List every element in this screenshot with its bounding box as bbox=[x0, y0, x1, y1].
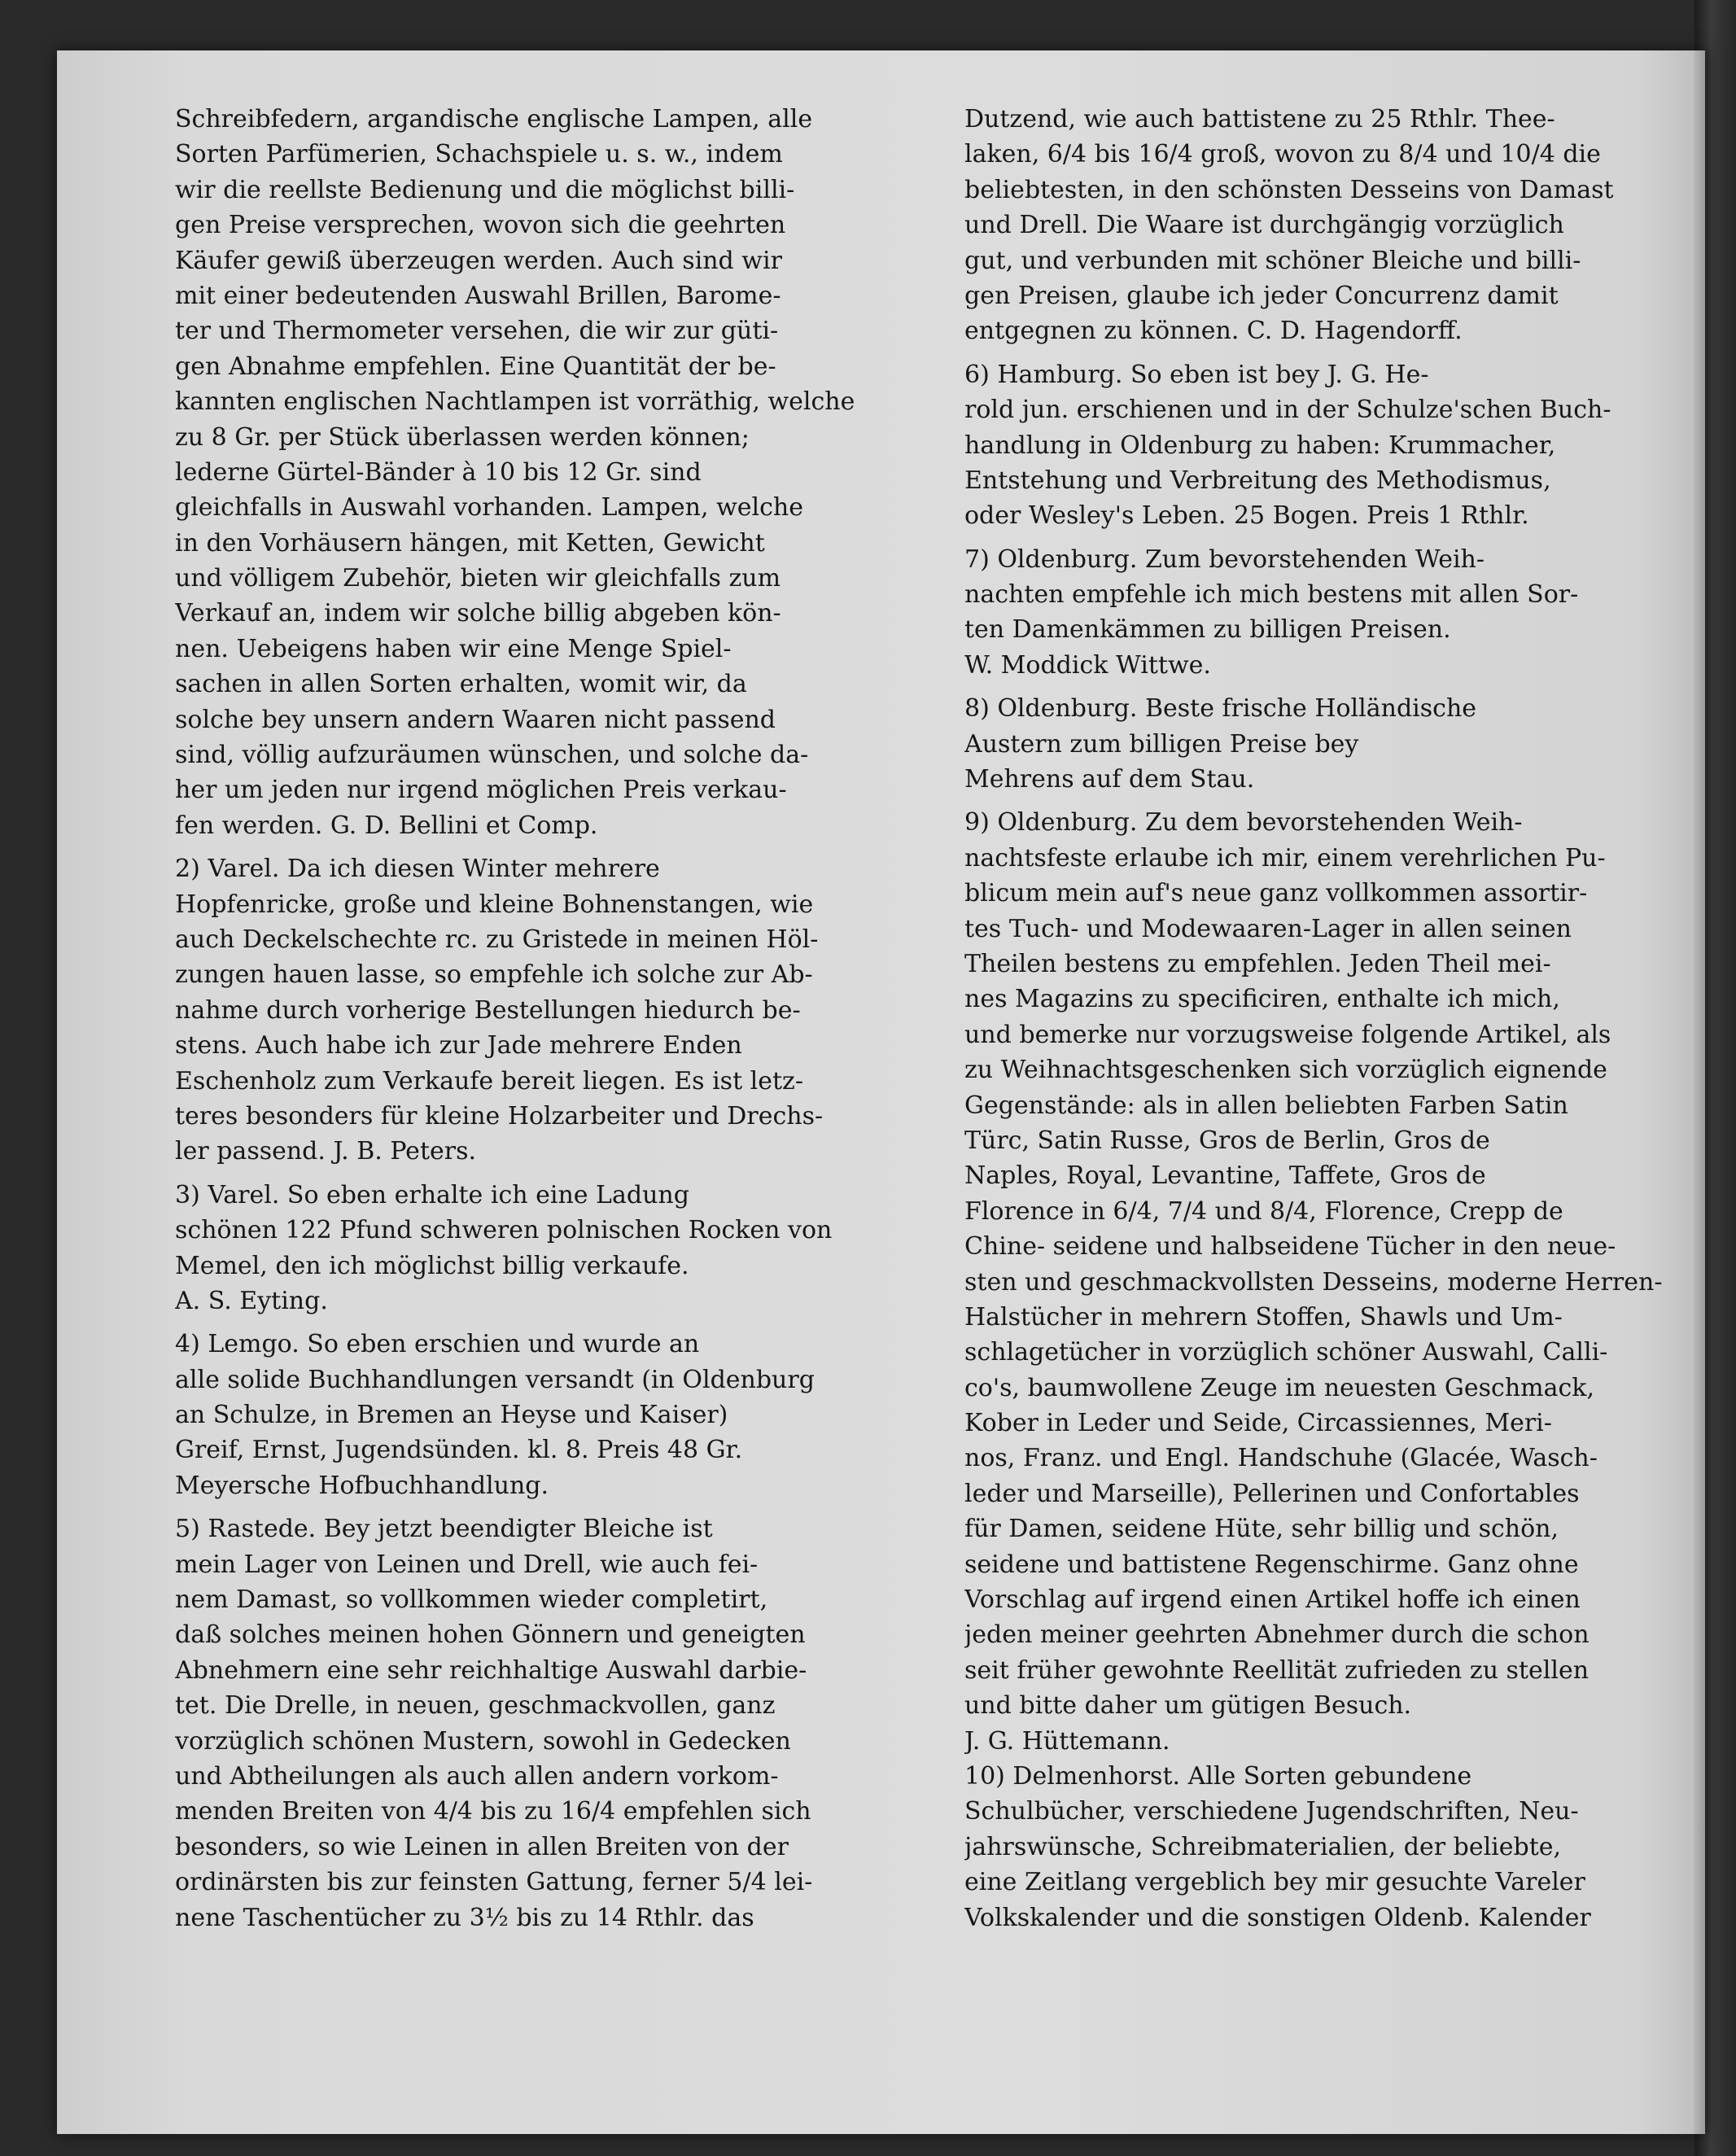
text-line: Austern zum billigen Preise bey bbox=[964, 729, 1359, 759]
text-line: Florence in 6/4, 7/4 und 8/4, Florence, Crepp de bbox=[964, 1196, 1563, 1226]
text-line: Hopfenricke, große und kleine Bohnenstangen, wie bbox=[175, 890, 814, 919]
text-line: Greif, Ernst, Jugendsünden. kl. 8. Preis 48 Gr. bbox=[175, 1436, 743, 1465]
text-line: nahme durch vorherige Bestellungen hiedurch be- bbox=[175, 995, 801, 1025]
text-line: Schulbücher, verschiedene Jugendschriften, Neu- bbox=[964, 1797, 1579, 1826]
text-line: gen Preise versprechen, wovon sich die geehrten bbox=[175, 211, 786, 240]
text-line: gen Abnahme empfehlen. Eine Quantität der be- bbox=[175, 352, 776, 381]
text-line: lederne Gürtel-Bänder à 10 bis 12 Gr. sind bbox=[175, 457, 702, 487]
text-line: sind, völlig aufzuräumen wünschen, und solche da- bbox=[175, 741, 809, 770]
text-line: oder Wesley's Leben. 25 Bogen. Preis 1 Rthlr. bbox=[964, 501, 1529, 531]
text-line: und Abtheilungen als auch allen andern vorkom- bbox=[175, 1761, 779, 1791]
text-line: und Drell. Die Waare ist durchgängig vorzüglich bbox=[964, 211, 1564, 240]
text-line: her um jeden nur irgend möglichen Preis verkau- bbox=[175, 776, 787, 805]
text-line: daß solches meinen hohen Gönnern und geneigten bbox=[175, 1620, 806, 1650]
text-line: solche bey unsern andern Waaren nicht passend bbox=[175, 705, 776, 734]
text-line: mein Lager von Leinen und Drell, wie auch fei- bbox=[175, 1550, 759, 1579]
text-line: jeden meiner geehrten Abnehmer durch die schon bbox=[964, 1620, 1590, 1650]
text-line: gleichfalls in Auswahl vorhanden. Lampen, welche bbox=[175, 493, 803, 523]
text-line: eine Zeitlang vergeblich bey mir gesuchte Vareler bbox=[964, 1868, 1585, 1897]
paragraph-gap bbox=[175, 1170, 936, 1178]
text-line: an Schulze, in Bremen an Heyse und Kaiser) bbox=[175, 1401, 728, 1430]
text-line: Entstehung und Verbreitung des Methodismus, bbox=[964, 466, 1551, 495]
text-line: W. Moddick Wittwe. bbox=[964, 650, 1211, 680]
text-line: für Damen, seidene Hüte, sehr billig und schön, bbox=[964, 1515, 1559, 1544]
page-edge-shadow bbox=[1694, 50, 1705, 2134]
text-line: 7) Oldenburg. Zum bevorstehenden Weih- bbox=[964, 544, 1485, 574]
text-line: co's, baumwollene Zeuge im neuesten Geschmack, bbox=[964, 1373, 1595, 1402]
text-line: beliebtesten, in den schönsten Desseins von Damast bbox=[964, 175, 1614, 204]
text-line: 10) Delmenhorst. Alle Sorten gebundene bbox=[964, 1761, 1472, 1791]
text-line: Theilen bestens zu empfehlen. Jeden Theil mei- bbox=[964, 949, 1551, 978]
text-line: gut, und verbunden mit schöner Bleiche und billi- bbox=[964, 246, 1581, 275]
text-line: Meyersche Hofbuchhandlung. bbox=[175, 1471, 549, 1500]
text-line: besonders, so wie Leinen in allen Breiten von der bbox=[175, 1832, 789, 1861]
text-line: nachten empfehle ich mich bestens mit allen Sor- bbox=[964, 580, 1579, 610]
text-line: nene Taschentücher zu 3½ bis zu 14 Rthlr. das bbox=[175, 1903, 754, 1932]
text-line: mit einer bedeutenden Auswahl Brillen, Barome- bbox=[175, 281, 781, 310]
text-line: zu Weihnachtsgeschenken sich vorzüglich eignende bbox=[964, 1056, 1607, 1085]
text-line: vorzüglich schönen Mustern, sowohl in Gedecken bbox=[175, 1726, 791, 1756]
text-line: zu 8 Gr. per Stück überlassen werden können; bbox=[175, 422, 750, 452]
text-line: wir die reellste Bedienung und die möglichst billi- bbox=[175, 175, 795, 204]
text-line: nen. Uebeigens haben wir eine Menge Spiel- bbox=[175, 634, 732, 663]
right-text-column bbox=[964, 102, 1681, 1935]
text-line: leder und Marseille), Pellerinen und Confortables bbox=[964, 1479, 1580, 1508]
text-line: nachtsfeste erlaube ich mir, einem verehrlichen Pu- bbox=[964, 843, 1606, 872]
text-line: Halstücher in mehrern Stoffen, Shawls und Um- bbox=[964, 1302, 1563, 1332]
text-line: ten Damenkämmen zu billigen Preisen. bbox=[964, 615, 1451, 645]
paragraph-gap bbox=[175, 843, 936, 851]
text-line: Abnehmern eine sehr reichhaltige Auswahl darbie- bbox=[175, 1655, 807, 1685]
text-line: Vorschlag auf irgend einen Artikel hoffe ich einen bbox=[964, 1585, 1581, 1615]
text-line: J. G. Hüttemann. bbox=[964, 1726, 1170, 1756]
text-line: 5) Rastede. Bey jetzt beendigter Bleiche ist bbox=[175, 1515, 713, 1544]
text-line: alle solide Buchhandlungen versandt (in Oldenburg bbox=[175, 1365, 815, 1394]
text-line: Käufer gewiß überzeugen werden. Auch sind wir bbox=[175, 246, 782, 275]
left-text-column bbox=[175, 102, 936, 1935]
text-line: 6) Hamburg. So eben ist bey J. G. He- bbox=[964, 360, 1429, 389]
paragraph-gap bbox=[964, 534, 1681, 542]
text-line: kannten englischen Nachtlampen ist vorräthig, welche bbox=[175, 387, 855, 417]
text-line: 4) Lemgo. So eben erschien und wurde an bbox=[175, 1330, 700, 1359]
text-line: Türc, Satin Russe, Gros de Berlin, Gros de bbox=[964, 1126, 1490, 1155]
text-line: rold jun. erschienen und in der Schulze'schen Buch- bbox=[964, 396, 1611, 425]
text-line: zungen hauen lasse, so empfehle ich solche zur Ab- bbox=[175, 960, 813, 990]
text-line: 2) Varel. Da ich diesen Winter mehrere bbox=[175, 855, 660, 884]
text-line: Naples, Royal, Levantine, Taffete, Gros de bbox=[964, 1161, 1486, 1191]
text-line: 9) Oldenburg. Zu dem bevorstehenden Weih- bbox=[964, 808, 1523, 837]
text-line: ler passend. J. B. Peters. bbox=[175, 1137, 477, 1166]
text-line: stens. Auch habe ich zur Jade mehrere Enden bbox=[175, 1031, 742, 1061]
text-line: blicum mein auf's neue ganz vollkommen assortir- bbox=[964, 879, 1588, 908]
text-line: menden Breiten von 4/4 bis zu 16/4 empfehlen sich bbox=[175, 1797, 811, 1826]
text-line: handlung in Oldenburg zu haben: Krummacher, bbox=[964, 431, 1556, 460]
text-line: sachen in allen Sorten erhalten, womit wir, da bbox=[175, 670, 747, 699]
text-line: gen Preisen, glaube ich jeder Concurrenz damit bbox=[964, 281, 1559, 310]
text-line: und bemerke nur vorzugsweise folgende Artikel, als bbox=[964, 1020, 1611, 1049]
text-line: und völligem Zubehör, bieten wir gleichfalls zum bbox=[175, 564, 781, 593]
text-line: schlagetücher in vorzüglich schöner Auswahl, Calli- bbox=[964, 1338, 1608, 1367]
text-line: A. S. Eyting. bbox=[175, 1286, 328, 1315]
text-line: Dutzend, wie auch battistene zu 25 Rthlr. Thee- bbox=[964, 105, 1555, 133]
text-line: Mehrens auf dem Stau. bbox=[964, 765, 1255, 794]
text-line: und bitte daher um gütigen Besuch. bbox=[964, 1691, 1412, 1721]
text-line: Gegenstände: als in allen beliebten Farben Satin bbox=[964, 1091, 1568, 1120]
text-line: fen werden. G. D. Bellini et Comp. bbox=[175, 811, 598, 840]
text-line: Schreibfedern, argandische englische Lampen, alle bbox=[175, 105, 813, 133]
text-line: tes Tuch- und Modewaaren-Lager in allen seinen bbox=[964, 914, 1572, 943]
text-line: 8) Oldenburg. Beste frische Holländische bbox=[964, 694, 1477, 724]
text-line: Chine- seidene und halbseidene Tücher in den neue- bbox=[964, 1232, 1616, 1262]
text-line: Volkskalender und die sonstigen Oldenb. Kalender bbox=[964, 1903, 1591, 1932]
paragraph-gap bbox=[175, 1319, 936, 1327]
text-line: seit früher gewohnte Reellität zufrieden zu stellen bbox=[964, 1655, 1590, 1685]
paragraph-gap bbox=[175, 1503, 936, 1511]
text-line: seidene und battistene Regenschirme. Ganz ohne bbox=[964, 1550, 1579, 1579]
text-line: tet. Die Drelle, in neuen, geschmackvollen, ganz bbox=[175, 1691, 776, 1721]
text-line: Verkauf an, indem wir solche billig abgeben kön- bbox=[175, 599, 781, 628]
text-line: teres besonders für kleine Holzarbeiter und Drechs- bbox=[175, 1101, 824, 1130]
text-line: nes Magazins zu specificiren, enthalte ich mich, bbox=[964, 985, 1560, 1014]
text-line: sten und geschmackvollsten Desseins, moderne Herren- bbox=[964, 1267, 1663, 1297]
text-line: auch Deckelschechte rc. zu Gristede in meinen Höl- bbox=[175, 925, 819, 954]
text-line: schönen 122 Pfund schweren polnischen Rocken von bbox=[175, 1216, 833, 1245]
text-line: Eschenholz zum Verkaufe bereit liegen. Es ist letz- bbox=[175, 1066, 804, 1095]
paragraph-gap bbox=[964, 683, 1681, 691]
text-line: nos, Franz. und Engl. Handschuhe (Glacée, Wasch- bbox=[964, 1444, 1598, 1473]
text-line: Kober in Leder und Seide, Circassiennes, Meri- bbox=[964, 1409, 1552, 1438]
paragraph-gap bbox=[964, 797, 1681, 805]
paragraph-gap bbox=[964, 349, 1681, 357]
text-line: Sorten Parfümerien, Schachspiele u. s. w., indem bbox=[175, 140, 783, 169]
text-line: ter und Thermometer versehen, die wir zur güti- bbox=[175, 317, 779, 346]
text-line: 3) Varel. So eben erhalte ich eine Ladung bbox=[175, 1180, 689, 1209]
text-line: jahrswünsche, Schreibmaterialien, der beliebte, bbox=[964, 1832, 1562, 1861]
text-line: Memel, den ich möglichst billig verkaufe. bbox=[175, 1251, 689, 1280]
text-line: nem Damast, so vollkommen wieder completirt, bbox=[175, 1585, 768, 1615]
text-line: laken, 6/4 bis 16/4 groß, wovon zu 8/4 und 10/4 die bbox=[964, 140, 1601, 169]
text-line: in den Vorhäusern hängen, mit Ketten, Gewicht bbox=[175, 528, 765, 558]
text-line: entgegnen zu können. C. D. Hagendorff. bbox=[964, 317, 1463, 346]
text-line: ordinärsten bis zur feinsten Gattung, ferner 5/4 lei- bbox=[175, 1868, 813, 1897]
